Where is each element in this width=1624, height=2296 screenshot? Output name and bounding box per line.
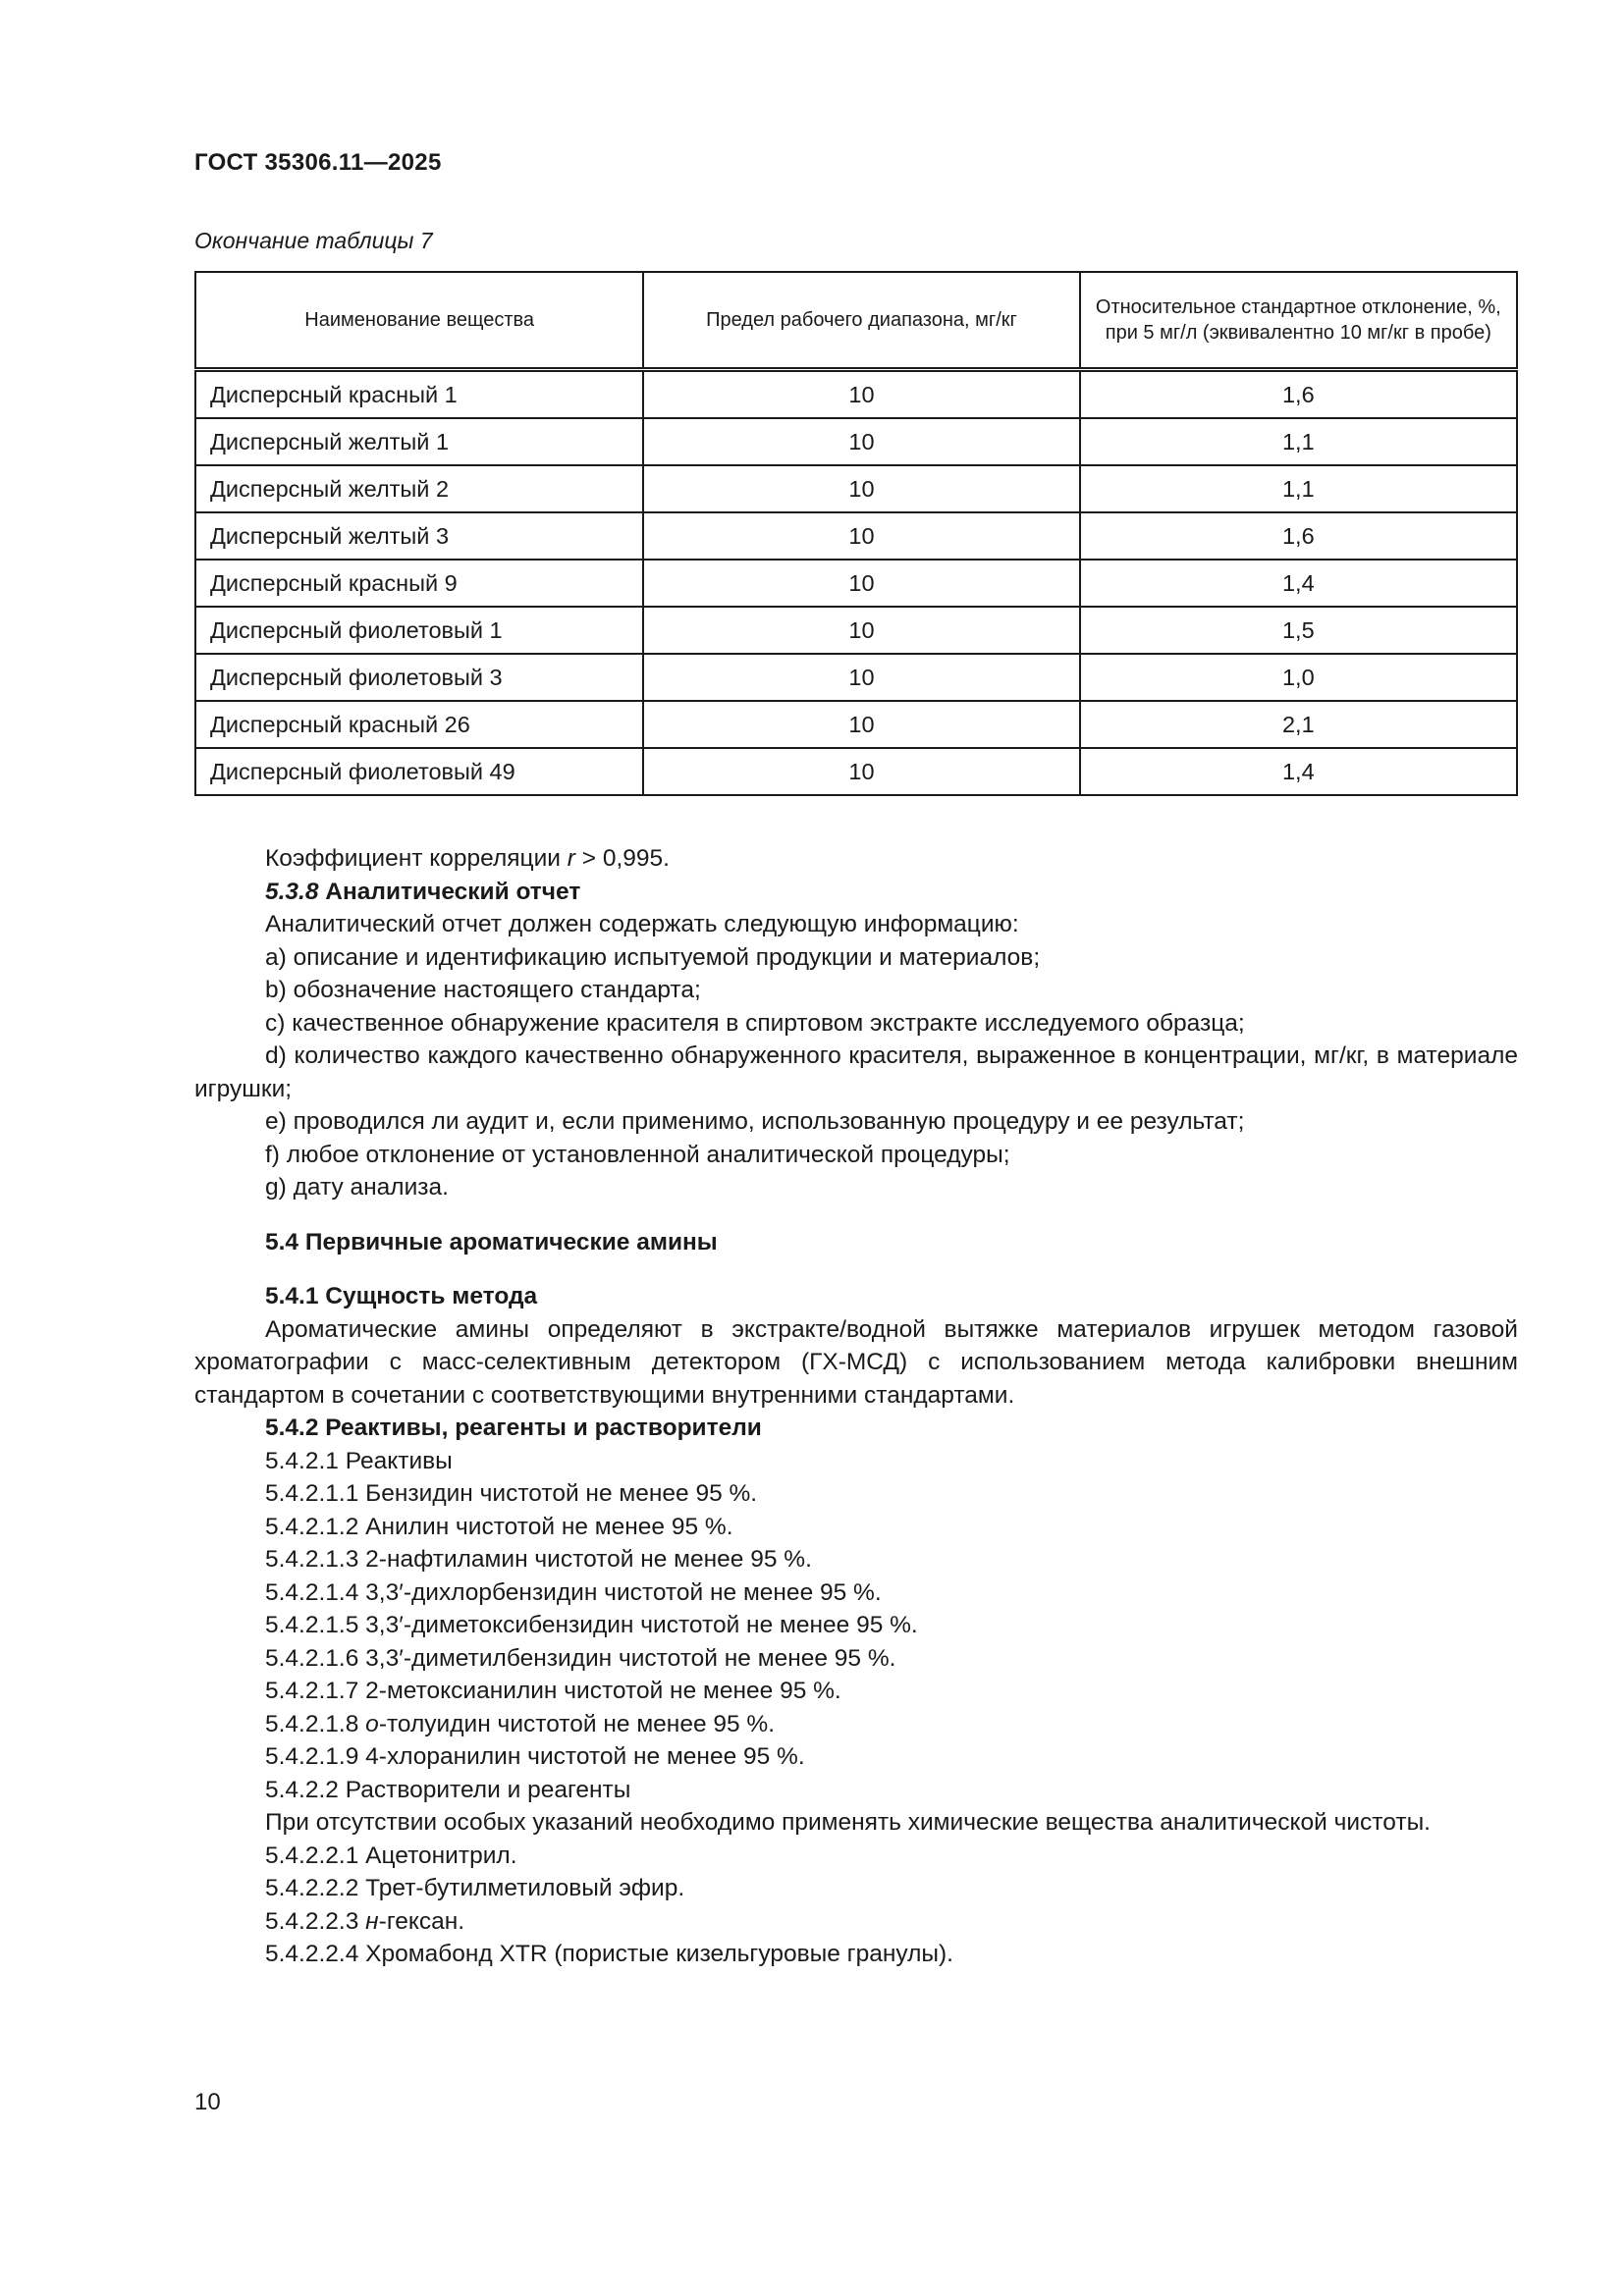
reagent-prefix-italic: о xyxy=(365,1710,379,1737)
page-number: 10 xyxy=(194,2089,221,2115)
substance-cell: Дисперсный желтый 2 xyxy=(195,465,643,512)
section-5-4-2-1-heading: 5.4.2.1 Реактивы xyxy=(265,1447,453,1474)
range-cell: 10 xyxy=(643,465,1079,512)
substance-cell: Дисперсный красный 26 xyxy=(195,701,643,748)
table-row xyxy=(195,654,1517,701)
substance-cell: Дисперсный фиолетовый 49 xyxy=(195,748,643,795)
solvent-text: -гексан. xyxy=(378,1907,465,1935)
range-cell: 10 xyxy=(643,748,1079,795)
range-cell: 10 xyxy=(643,560,1079,607)
report-item-g: g) дату анализа. xyxy=(265,1174,449,1201)
section-5-4-heading: 5.4 Первичные ароматические амины xyxy=(265,1228,718,1255)
table-row xyxy=(195,418,1517,465)
document-body xyxy=(194,842,1518,1971)
deviation-cell: 2,1 xyxy=(1080,701,1517,748)
column-header: Относительное стандартное отклонение, %, при 5 мг/л (эквивалентно 10 мг/кг в пробе) xyxy=(1080,272,1517,370)
substance-cell: Дисперсный фиолетовый 1 xyxy=(195,607,643,654)
reagent-item: 5.4.2.1.2 Анилин чистотой не менее 95 %. xyxy=(265,1513,733,1540)
deviation-cell: 1,0 xyxy=(1080,654,1517,701)
data-table xyxy=(194,271,1518,796)
solvent-item: 5.4.2.2.4 Хромабонд XTR (пористые кизельгуровые гранулы). xyxy=(265,1941,953,1967)
table-row xyxy=(195,748,1517,795)
correlation-paragraph xyxy=(194,842,1518,876)
substance-cell: Дисперсный желтый 3 xyxy=(195,512,643,560)
table-header-row xyxy=(195,272,1517,370)
solvent-prefix-italic: н xyxy=(365,1907,379,1935)
table-row xyxy=(195,512,1517,560)
reagent-item: 5.4.2.1.5 3,3′-диметоксибензидин чистотой не менее 95 %. xyxy=(265,1612,918,1638)
correlation-value: > 0,995. xyxy=(574,845,670,872)
deviation-cell: 1,1 xyxy=(1080,465,1517,512)
reagent-item: 5.4.2.1.6 3,3′-диметилбензидин чистотой не менее 95 %. xyxy=(265,1644,896,1672)
report-item-c: c) качественное обнаружение красителя в спиртовом экстракте исследуемого образца; xyxy=(265,1009,1245,1037)
reagent-item: 5.4.2.1.7 2-метоксианилин чистотой не менее 95 %. xyxy=(265,1678,841,1704)
range-cell: 10 xyxy=(643,512,1079,560)
reagent-text: -толуидин чистотой не менее 95 %. xyxy=(378,1710,776,1737)
substance-cell: Дисперсный фиолетовый 3 xyxy=(195,654,643,701)
report-item-e: e) проводился ли аудит и, если применимо, использованную процедуру и ее результат; xyxy=(265,1108,1245,1135)
reagent-item: 5.4.2.1.4 3,3′-дихлорбензидин чистотой не менее 95 %. xyxy=(265,1578,882,1606)
reagent-item: 5.4.2.1.1 Бензидин чистотой не менее 95 %. xyxy=(265,1480,758,1507)
section-5-4-2-2-heading: 5.4.2.2 Растворители и реагенты xyxy=(265,1776,631,1803)
correlation-variable: r xyxy=(567,845,575,872)
range-cell: 10 xyxy=(643,654,1079,701)
report-item-f: f) любое отклонение от установленной аналитической процедуры; xyxy=(265,1141,1010,1168)
section-5-4-2-2-body: При отсутствии особых указаний необходимо применять химические вещества аналитической чистоты. xyxy=(265,1809,1431,1836)
table-row xyxy=(195,607,1517,654)
section-5-4-1-body: Ароматические амины определяют в экстракте/водной вытяжке материалов игрушек методом газовой хроматографии с масс-селективным детектором (ГХ-МСД) с использованием метода калибровки внешним стандартом в сочетании с соответствующими внутренними стандартами. xyxy=(194,1315,1518,1409)
report-intro: Аналитический отчет должен содержать следующую информацию: xyxy=(265,911,1019,937)
substance-cell: Дисперсный желтый 1 xyxy=(195,418,643,465)
section-number: 5.3.8 xyxy=(265,878,319,905)
reagent-item: 5.4.2.1.3 2-нафтиламин чистотой не менее 95 %. xyxy=(265,1546,812,1573)
correlation-text: Коэффициент корреляции xyxy=(265,845,568,872)
deviation-cell: 1,5 xyxy=(1080,607,1517,654)
range-cell: 10 xyxy=(643,607,1079,654)
report-item-b: b) обозначение настоящего стандарта; xyxy=(265,977,701,1003)
solvent-item: 5.4.2.2.2 Трет-бутилметиловый эфир. xyxy=(265,1875,685,1901)
column-header: Предел рабочего диапазона, мг/кг xyxy=(643,272,1079,370)
column-header: Наименование вещества xyxy=(195,272,643,370)
deviation-cell: 1,6 xyxy=(1080,370,1517,419)
table-row xyxy=(195,701,1517,748)
report-item-a: a) описание и идентификацию испытуемой продукции и материалов; xyxy=(265,943,1041,971)
reagent-item xyxy=(194,1708,1518,1741)
table-row xyxy=(195,370,1517,419)
range-cell: 10 xyxy=(643,370,1079,419)
solvent-item: 5.4.2.2.1 Ацетонитрил. xyxy=(265,1842,517,1869)
solvent-item xyxy=(194,1905,1518,1939)
section-5-4-2-heading: 5.4.2 Реактивы, реагенты и растворители xyxy=(265,1415,762,1441)
deviation-cell: 1,6 xyxy=(1080,512,1517,560)
table-row xyxy=(195,560,1517,607)
section-5-3-8-heading xyxy=(194,876,1518,909)
table-row xyxy=(195,465,1517,512)
reagent-item: 5.4.2.1.9 4-хлоранилин чистотой не менее 95 %. xyxy=(265,1743,805,1770)
reagent-number: 5.4.2.1.8 xyxy=(265,1710,366,1737)
substance-cell: Дисперсный красный 1 xyxy=(195,370,643,419)
solvent-number: 5.4.2.2.3 xyxy=(265,1907,366,1935)
range-cell: 10 xyxy=(643,701,1079,748)
table-caption: Окончание таблицы 7 xyxy=(194,228,433,253)
deviation-cell: 1,4 xyxy=(1080,748,1517,795)
section-title: Аналитический отчет xyxy=(318,878,581,905)
deviation-cell: 1,1 xyxy=(1080,418,1517,465)
deviation-cell: 1,4 xyxy=(1080,560,1517,607)
report-item-d: d) количество каждого качественно обнаруженного красителя, выраженное в концентрации, мг/кг, в материале игрушки; xyxy=(194,1042,1518,1102)
range-cell: 10 xyxy=(643,418,1079,465)
substance-cell: Дисперсный красный 9 xyxy=(195,560,643,607)
section-5-4-1-heading: 5.4.1 Сущность метода xyxy=(265,1283,538,1309)
document-code: ГОСТ 35306.11—2025 xyxy=(194,149,442,176)
